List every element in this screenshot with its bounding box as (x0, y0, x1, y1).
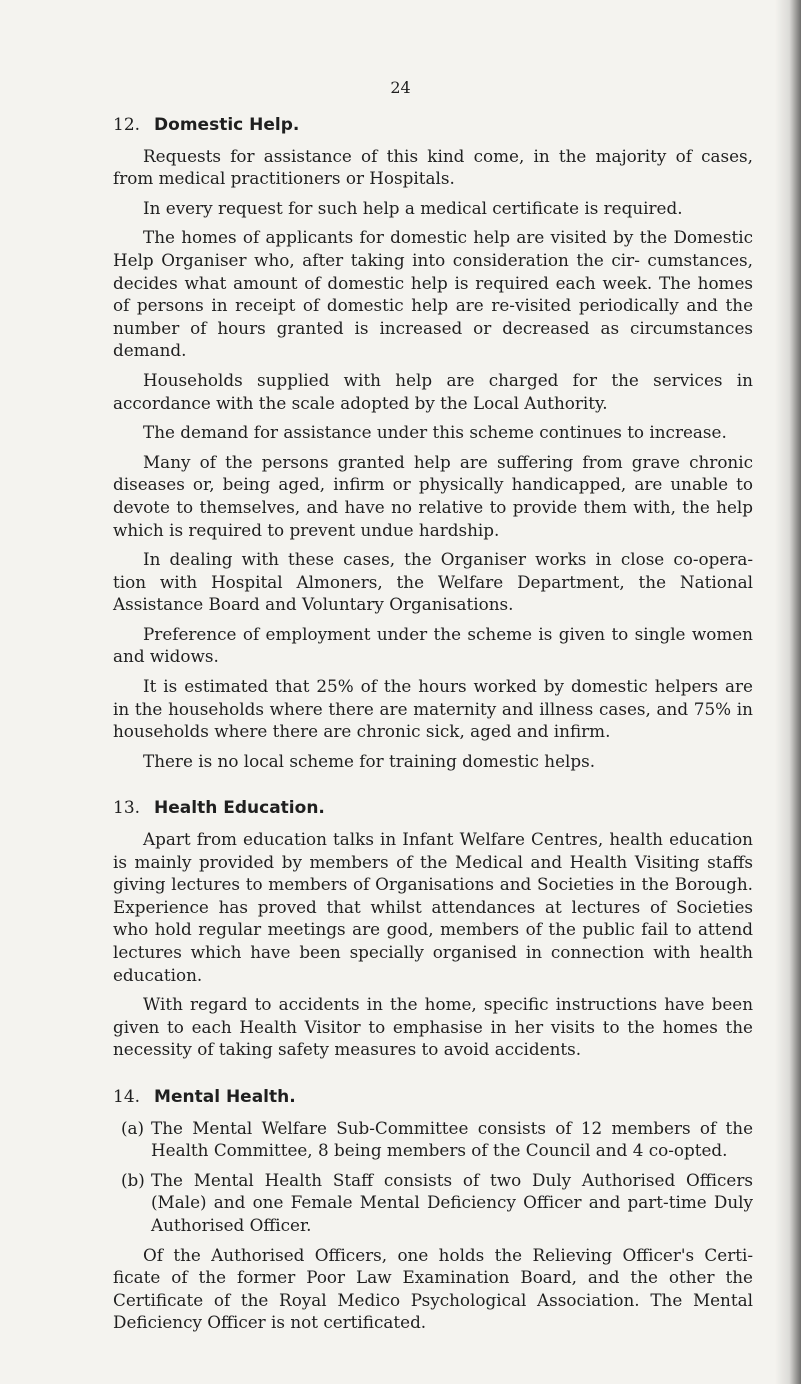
paragraph: It is estimated that 25% of the hours worked by domestic helpers are in the households where there are maternity and illness cases, and 75% in households where there are chronic sick, aged and infirm. (113, 676, 753, 742)
section-mental-health (113, 1086, 753, 1334)
section-title: Mental Health. (154, 1086, 296, 1107)
section-domestic-help (113, 114, 753, 772)
paragraph: The homes of applicants for domestic help are visited by the Domestic Help Organiser who, after taking into consideration the cir- cumstances, decides what amount of domestic help is required each week. The homes of persons in receipt of domestic help are re-visited periodically and the number of hours granted is increased or decreased as circumstances demand. (113, 227, 753, 361)
list-item-label: (b) (121, 1169, 145, 1190)
document-body (113, 114, 753, 1341)
section-spacer (113, 1068, 753, 1086)
list-item-text: The Mental Welfare Sub-Committee consists of 12 members of the Health Committee, 8 being members of the Council and 4 co-opted. (151, 1117, 753, 1161)
section-health-education (113, 797, 753, 1061)
list-item (113, 1169, 753, 1237)
paragraph: With regard to accidents in the home, specific instructions have been given to each Health Visitor to emphasise in her visits to the homes the necessity of taking safety measures to avoid accidents. (113, 994, 753, 1060)
page-edge-shadow (775, 0, 801, 1384)
paragraph: In dealing with these cases, the Organiser works in close co-opera- tion with Hospital Almoners, the Welfare Department, the National Assistance Board and Voluntary Organisations. (113, 549, 753, 615)
paragraph: The demand for assistance under this scheme continues to increase. (143, 422, 727, 443)
section-title: Domestic Help. (154, 115, 300, 135)
section-number: 13. (113, 798, 141, 819)
page-number: 24 (390, 78, 411, 97)
section-number: 14. (113, 1086, 141, 1107)
section-title: Health Education. (154, 798, 325, 819)
paragraph: Apart from education talks in Infant Welfare Centres, health education is mainly provided by members of the Medical and Health Visiting staffs giving lectures to members of Organisations and Societies in the Borough. Experience has proved that whilst attendances at lectures of Societies who hold regular meetings are good, members of the public fail to attend lectures which have been specially organised in connection with health education. (113, 829, 753, 985)
section-number: 12. (113, 115, 141, 135)
paragraph: Of the Authorised Officers, one holds the Relieving Officer's Certi- ficate of the former Poor Law Examination Board, and the other the Certificate of the Royal Medico Psychological Association. The Mental Deficiency Officer is not certificated. (113, 1244, 753, 1333)
list-item-label: (a) (121, 1117, 145, 1138)
list-item-text: The Mental Health Staff consists of two Duly Authorised Officers (Male) and one Female Mental Deficiency Officer and part-time Duly Authorised Officer. (151, 1169, 753, 1235)
section-heading (113, 1086, 753, 1109)
paragraph: There is no local scheme for training domestic helps. (143, 750, 596, 771)
paragraph: Many of the persons granted help are suffering from grave chronic diseases or, being aged, infirm or physically handicapped, are unable to devote to themselves, and have no relative to provide them with, the help which is required to prevent undue hardship. (113, 451, 753, 540)
paragraph: Requests for assistance of this kind come, in the majority of cases, from medical practitioners or Hospitals. (113, 145, 753, 189)
section-heading (113, 114, 753, 137)
paragraph: In every request for such help a medical certificate is required. (143, 197, 683, 218)
section-heading (113, 797, 753, 820)
list-item (113, 1117, 753, 1162)
paragraph: Preference of employment under the scheme is given to single women and widows. (113, 623, 753, 667)
section-spacer (113, 779, 753, 797)
paragraph: Households supplied with help are charged for the services in accordance with the scale adopted by the Local Authority. (113, 369, 753, 413)
